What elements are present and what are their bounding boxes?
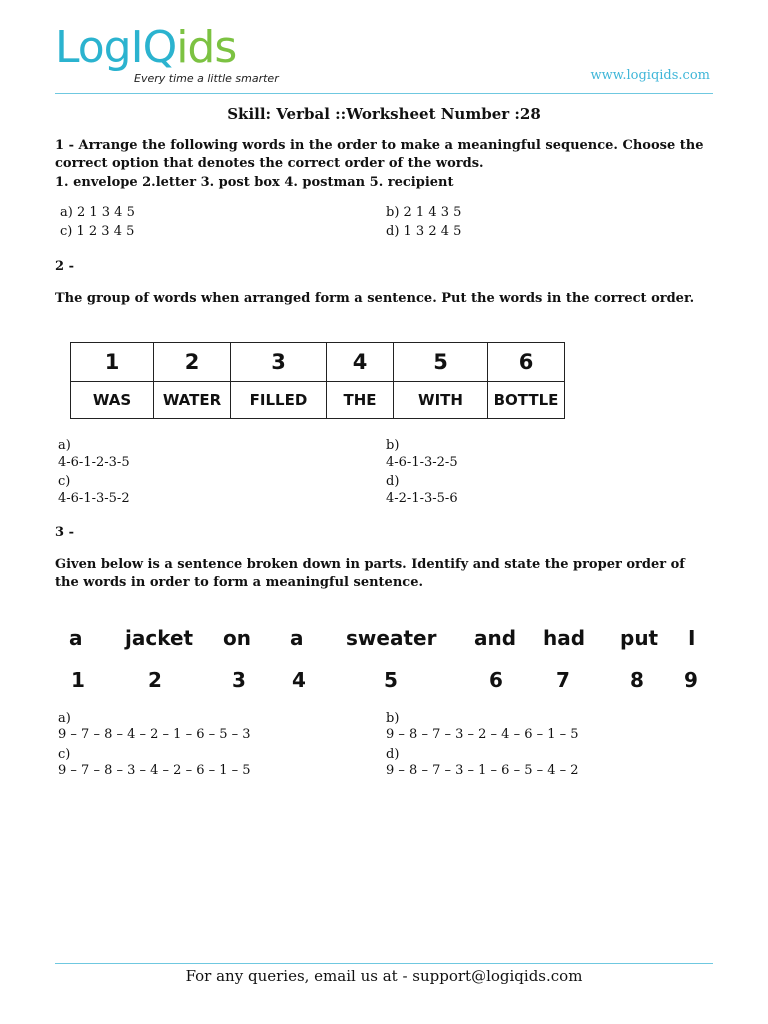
sentence-word: and <box>474 626 517 650</box>
q3-option-a-label[interactable]: a) <box>58 711 71 726</box>
table-number-cell: 6 <box>488 343 565 382</box>
q2-option-d-value: 4-2-1-3-5-6 <box>386 491 458 506</box>
table-number-cell: 1 <box>71 343 154 382</box>
sentence-number: 7 <box>556 668 570 692</box>
table-number-cell: 4 <box>327 343 394 382</box>
q1-option-d[interactable]: d) 1 3 2 4 5 <box>386 224 462 239</box>
q2-option-c-label[interactable]: c) <box>58 474 71 489</box>
q2-option-a-value: 4-6-1-2-3-5 <box>58 455 130 470</box>
table-word-cell: THE <box>327 382 394 419</box>
question-3-number: 3 - <box>55 525 74 540</box>
q2-option-b-label[interactable]: b) <box>386 438 400 453</box>
question-3-text: Given below is a sentence broken down in parts. Identify and state the proper order of the words in order to form a meaningful sentence. <box>55 557 685 590</box>
table-word-cell: FILLED <box>231 382 327 419</box>
sentence-number: 6 <box>489 668 503 692</box>
table-number-cell: 3 <box>231 343 327 382</box>
question-1-words: 1. envelope 2.letter 3. post box 4. postman 5. recipient <box>55 175 454 190</box>
q2-option-d-label[interactable]: d) <box>386 474 400 489</box>
sentence-number: 4 <box>292 668 306 692</box>
table-number-cell: 2 <box>154 343 231 382</box>
sentence-number: 2 <box>148 668 162 692</box>
logo: LogIQids <box>55 22 237 73</box>
sentence-number: 1 <box>71 668 85 692</box>
q3-option-d-value: 9 – 8 – 7 – 3 – 1 – 6 – 5 – 4 – 2 <box>386 763 579 778</box>
logo-tagline: Every time a little smarter <box>134 72 279 85</box>
q1-option-b[interactable]: b) 2 1 4 3 5 <box>386 205 462 220</box>
q3-option-c-value: 9 – 7 – 8 – 3 – 4 – 2 – 6 – 1 – 5 <box>58 763 251 778</box>
sentence-word: a <box>290 626 304 650</box>
sentence-word: jacket <box>125 626 194 650</box>
sentence-number: 5 <box>384 668 398 692</box>
table-number-cell: 5 <box>394 343 488 382</box>
q3-option-a-value: 9 – 7 – 8 – 4 – 2 – 1 – 6 – 5 – 3 <box>58 727 251 742</box>
table-word-cell: BOTTLE <box>488 382 565 419</box>
sentence-number: 3 <box>232 668 246 692</box>
q1-option-c[interactable]: c) 1 2 3 4 5 <box>60 224 135 239</box>
q3-option-b-value: 9 – 8 – 7 – 3 – 2 – 4 – 6 – 1 – 5 <box>386 727 579 742</box>
sentence-word: had <box>543 626 586 650</box>
sentence-word: a <box>69 626 83 650</box>
sentence-number: 9 <box>684 668 698 692</box>
footer-contact: For any queries, email us at - support@logiqids.com <box>185 967 583 985</box>
q2-option-b-value: 4-6-1-3-2-5 <box>386 455 458 470</box>
q2-option-a-label[interactable]: a) <box>58 438 71 453</box>
question-2-number: 2 - <box>55 259 74 274</box>
question-2-text: The group of words when arranged form a sentence. Put the words in the correct order. <box>55 291 695 306</box>
table-word-cell: WATER <box>154 382 231 419</box>
q3-option-b-label[interactable]: b) <box>386 711 400 726</box>
worksheet-title: Skill: Verbal ::Worksheet Number :28 <box>227 105 541 123</box>
footer-divider <box>55 963 713 964</box>
word-order-table <box>70 342 565 419</box>
website-link[interactable]: www.logiqids.com <box>590 68 710 83</box>
header-divider <box>55 93 713 94</box>
table-word-cell: WAS <box>71 382 154 419</box>
sentence-word: put <box>620 626 659 650</box>
sentence-word: I <box>688 626 696 650</box>
question-1-text: 1 - Arrange the following words in the order to make a meaningful sequence. Choose the correct option that denotes the correct order of the words. <box>55 138 704 171</box>
q2-option-c-value: 4-6-1-3-5-2 <box>58 491 130 506</box>
q3-option-c-label[interactable]: c) <box>58 747 71 762</box>
sentence-number: 8 <box>630 668 644 692</box>
sentence-word: sweater <box>346 626 437 650</box>
sentence-word: on <box>223 626 251 650</box>
q1-option-a[interactable]: a) 2 1 3 4 5 <box>60 205 135 220</box>
table-word-cell: WITH <box>394 382 488 419</box>
q3-option-d-label[interactable]: d) <box>386 747 400 762</box>
